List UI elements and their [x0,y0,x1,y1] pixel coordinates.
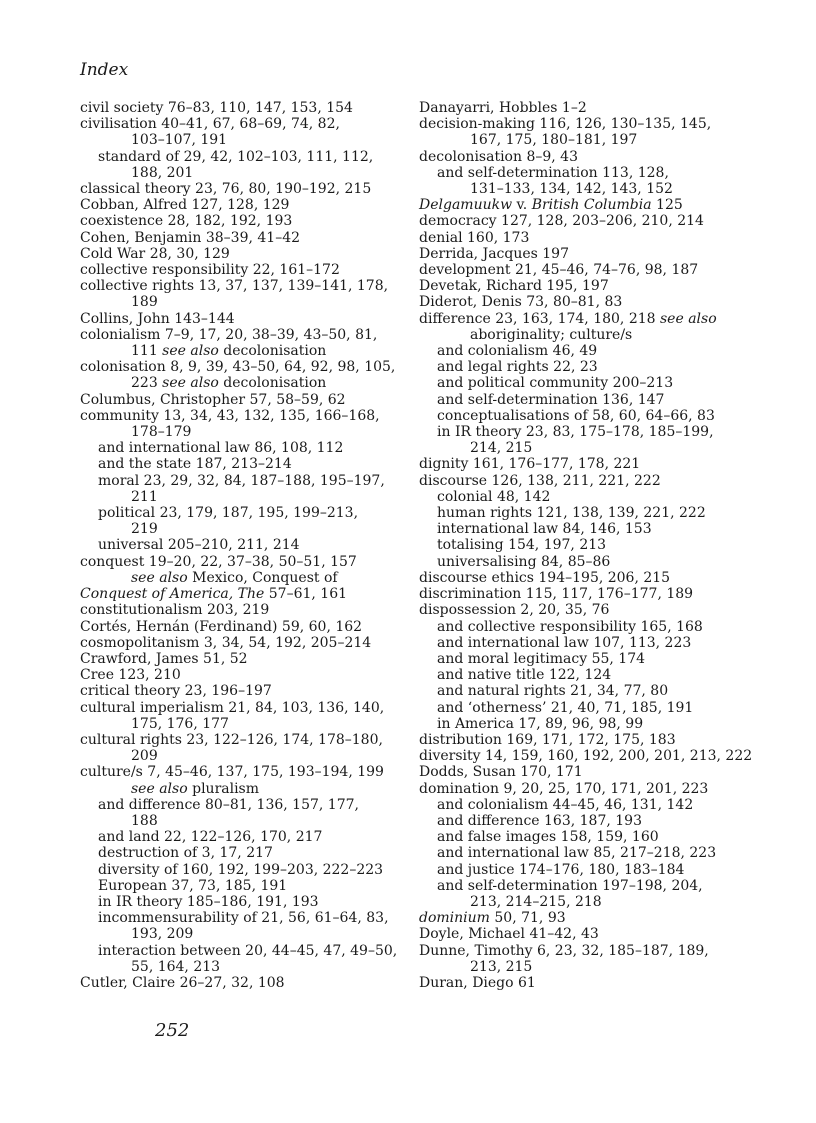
index-entry: Dunne, Timothy 6, 23, 32, 185–187, 189, [419,942,709,959]
index-entry: decolonisation 8–9, 43 [419,148,578,165]
index-entry: Duran, Diego 61 [419,974,536,991]
index-entry: diversity 14, 159, 160, 192, 200, 201, 213, 222 [419,748,753,765]
index-subentry: and international law 85, 217–218, 223 [437,845,717,862]
index-entry: cosmopolitanism 3, 34, 54, 192, 205–214 [80,634,372,651]
index-subentry: standard of 29, 42, 102–103, 111, 112, [98,148,374,165]
index-subentry: and land 22, 122–126, 170, 217 [98,829,323,846]
index-entry: Conquest of America, The 57–61, 161 [80,586,348,603]
index-continuation: aboriginality; culture/s [470,326,633,343]
index-entry: Dodds, Susan 170, 171 [419,764,583,781]
index-entry: difference 23, 163, 174, 180, 218 see also [419,310,717,327]
index-subentry: universalising 84, 85–86 [437,553,611,570]
index-subentry: and international law 107, 113, 223 [437,634,692,651]
index-subentry: and self-determination 197–198, 204, [437,877,703,894]
index-entry: Diderot, Denis 73, 80–81, 83 [419,294,623,311]
page-number: 252 [155,1020,190,1041]
index-continuation: 167, 175, 180–181, 197 [470,132,638,149]
index-continuation: 213, 215 [470,958,533,975]
index-subentry: conceptualisations of 58, 60, 64–66, 83 [437,407,715,424]
index-subentry: interaction between 20, 44–45, 47, 49–50, [98,942,398,959]
index-subentry: destruction of 3, 17, 217 [98,845,273,862]
index-entry: Danayarri, Hobbles 1–2 [419,100,587,116]
index-entry: Derrida, Jacques 197 [419,245,570,262]
index-entry: colonialism 7–9, 17, 20, 38–39, 43–50, 81, [80,326,378,343]
index-entry: discourse 126, 138, 211, 221, 222 [419,472,661,489]
index-subentry: and colonialism 46, 49 [437,343,598,360]
index-entry: Cutler, Claire 26–27, 32, 108 [80,974,285,991]
index-subentry: and difference 80–81, 136, 157, 177, [98,796,359,813]
index-entry: Doyle, Michael 41–42, 43 [419,926,599,943]
index-subentry: international law 84, 146, 153 [437,521,652,538]
index-entry: dominium 50, 71, 93 [419,910,566,927]
index-subentry: totalising 154, 197, 213 [437,537,607,554]
index-continuation: 131–133, 134, 142, 143, 152 [470,181,673,198]
index-subentry: and international law 86, 108, 112 [98,440,344,457]
index-entry: coexistence 28, 182, 192, 193 [80,213,293,230]
index-entry: Collins, John 143–144 [80,310,235,327]
index-continuation: 223 see also decolonisation [131,375,327,392]
index-entry: community 13, 34, 43, 132, 135, 166–168, [80,407,380,424]
index-entry: classical theory 23, 76, 80, 190–192, 215 [80,181,372,198]
index-column-right [419,100,753,991]
index-entry: Columbus, Christopher 57, 58–59, 62 [80,391,346,408]
index-continuation: 219 [131,521,158,538]
index-subentry: universal 205–210, 211, 214 [98,537,300,554]
index-subentry: and justice 174–176, 180, 183–184 [437,861,685,878]
index-subentry: and self-determination 113, 128, [437,164,669,181]
index-subentry: political 23, 179, 187, 195, 199–213, [98,505,359,522]
index-subentry: in America 17, 89, 96, 98, 99 [437,715,644,732]
index-subentry: and colonialism 44–45, 46, 131, 142 [437,796,694,813]
index-entry: Delgamuukw v. British Columbia 125 [419,197,683,214]
index-subentry: and legal rights 22, 23 [437,359,598,376]
index-subentry: incommensurability of 21, 56, 61–64, 83, [98,910,389,927]
index-entry: discourse ethics 194–195, 206, 215 [419,569,671,586]
index-entry: Cree 123, 210 [80,667,181,684]
index-subentry: and native title 122, 124 [437,667,612,684]
index-entry: collective responsibility 22, 161–172 [80,262,340,279]
index-entry: culture/s 7, 45–46, 137, 175, 193–194, 199 [80,764,384,781]
index-continuation: 55, 164, 213 [131,958,221,975]
index-subentry: and natural rights 21, 34, 77, 80 [437,683,669,700]
index-subentry: and self-determination 136, 147 [437,391,665,408]
index-subentry: in IR theory 185–186, 191, 193 [98,893,319,910]
index-entry: critical theory 23, 196–197 [80,683,272,700]
index-continuation: see also pluralism [131,780,260,797]
index-entry: discrimination 115, 117, 176–177, 189 [419,586,694,603]
index-subentry: European 37, 73, 185, 191 [98,877,288,894]
index-continuation: 188 [131,812,158,829]
index-entry: Cold War 28, 30, 129 [80,245,230,262]
index-subentry: and the state 187, 213–214 [98,456,292,473]
index-subentry: and collective responsibility 165, 168 [437,618,703,635]
index-continuation: see also Mexico, Conquest of [131,569,338,586]
index-column-left [80,100,410,991]
index-entry: conquest 19–20, 22, 37–38, 50–51, 157 [80,553,357,570]
index-continuation: 209 [131,748,158,765]
index-entry: domination 9, 20, 25, 170, 171, 201, 223 [419,780,709,797]
index-continuation: 214, 215 [470,440,533,457]
running-header: Index [80,60,129,80]
index-subentry: colonial 48, 142 [437,488,551,505]
index-entry: constitutionalism 203, 219 [80,602,270,619]
index-continuation: 211 [131,488,158,505]
index-entry: dispossession 2, 20, 35, 76 [419,602,610,619]
index-continuation: 178–179 [131,424,192,441]
index-continuation: 103–107, 191 [131,132,228,149]
index-continuation: 213, 214–215, 218 [470,893,602,910]
index-subentry: and difference 163, 187, 193 [437,812,642,829]
index-entry: civil society 76–83, 110, 147, 153, 154 [80,100,353,116]
index-entry: colonisation 8, 9, 39, 43–50, 64, 92, 98, 105, [80,359,396,376]
index-entry: democracy 127, 128, 203–206, 210, 214 [419,213,704,230]
index-entry: dignity 161, 176–177, 178, 221 [419,456,641,473]
index-continuation: 193, 209 [131,926,194,943]
index-entry: Cobban, Alfred 127, 128, 129 [80,197,290,214]
index-entry: collective rights 13, 37, 137, 139–141, 178, [80,278,389,295]
index-entry: Cortés, Hernán (Ferdinand) 59, 60, 162 [80,618,363,635]
index-entry: Crawford, James 51, 52 [80,650,248,667]
index-entry: decision-making 116, 126, 130–135, 145, [419,116,712,133]
index-entry: denial 160, 173 [419,229,530,246]
index-entry: development 21, 45–46, 74–76, 98, 187 [419,262,699,279]
index-entry: Devetak, Richard 195, 197 [419,278,609,295]
index-subentry: and false images 158, 159, 160 [437,829,659,846]
index-continuation: 189 [131,294,158,311]
index-entry: distribution 169, 171, 172, 175, 183 [419,731,676,748]
index-subentry: diversity of 160, 192, 199–203, 222–223 [98,861,384,878]
index-subentry: moral 23, 29, 32, 84, 187–188, 195–197, [98,472,385,489]
index-subentry: human rights 121, 138, 139, 221, 222 [437,505,706,522]
index-entry: cultural imperialism 21, 84, 103, 136, 140, [80,699,385,716]
index-continuation: 111 see also decolonisation [131,343,327,360]
index-subentry: and political community 200–213 [437,375,674,392]
index-entry: civilisation 40–41, 67, 68–69, 74, 82, [80,116,340,133]
index-entry: cultural rights 23, 122–126, 174, 178–180, [80,731,383,748]
index-continuation: 188, 201 [131,164,194,181]
index-subentry: and moral legitimacy 55, 174 [437,650,646,667]
index-entry: Cohen, Benjamin 38–39, 41–42 [80,229,301,246]
index-continuation: 175, 176, 177 [131,715,229,732]
index-subentry: and ‘otherness’ 21, 40, 71, 185, 191 [437,699,694,716]
index-subentry: in IR theory 23, 83, 175–178, 185–199, [437,424,714,441]
